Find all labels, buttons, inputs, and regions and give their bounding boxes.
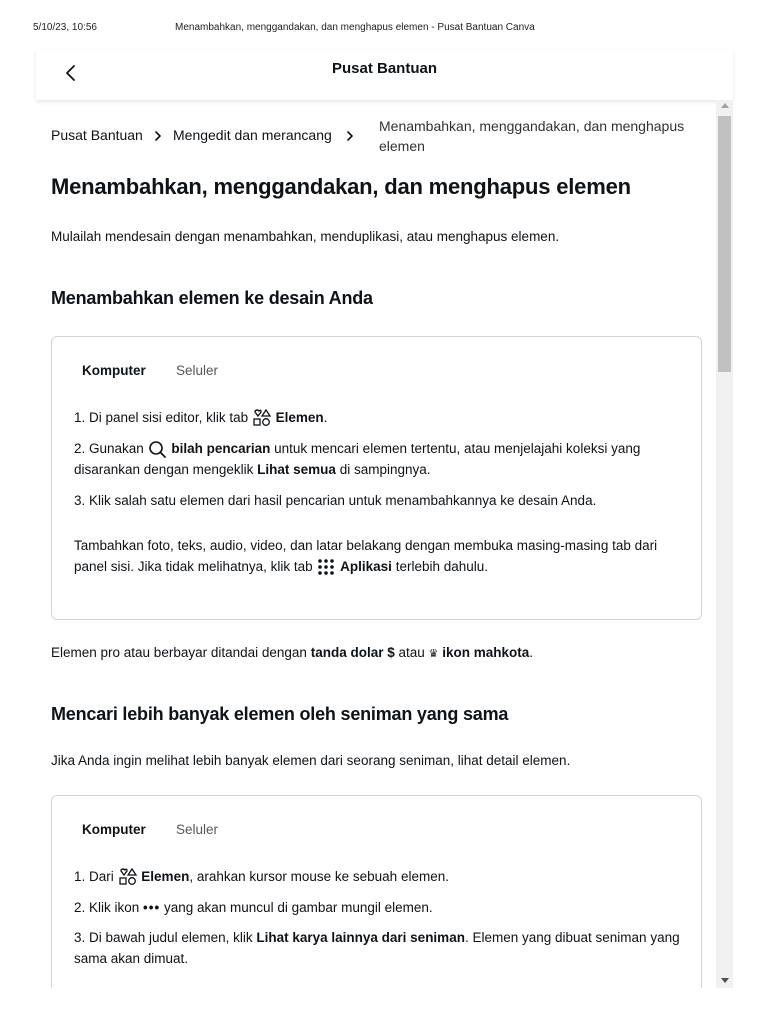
apps-icon <box>316 558 336 576</box>
crown-icon: ♛ <box>428 648 439 660</box>
step-3: 3. Klik salah satu elemen dari hasil pencarian untuk menambahkannya ke desain Anda. <box>74 493 597 508</box>
step-bold: bilah pencarian <box>171 441 271 456</box>
pro-elements-note <box>51 645 533 660</box>
step-text: di sampingnya. <box>339 462 431 477</box>
step-bold: Lihat karya lainnya dari seniman <box>256 930 465 945</box>
para-bold: ikon mahkota <box>442 645 530 660</box>
breadcrumb-current: Menambahkan, menggandakan, dan menghapus elemen <box>379 118 685 154</box>
step-text: 2. Gunakan <box>74 441 144 456</box>
section2-intro: Jika Anda ingin melihat lebih banyak elemen dari seorang seniman, lihat detail elemen. <box>51 753 571 768</box>
search-icon <box>148 440 168 458</box>
step-text: 3. Di bawah judul elemen, klik <box>74 930 253 945</box>
step-text: 1. Dari <box>74 869 114 884</box>
step-bold: Elemen <box>275 410 324 425</box>
elements-icon <box>118 868 138 886</box>
tab-mobile[interactable]: Seluler <box>176 822 219 837</box>
chevron-right-icon <box>343 129 357 143</box>
tab-computer[interactable]: Komputer <box>82 363 146 378</box>
section-heading-same-artist: Mencari lebih banyak elemen oleh seniman yang sama <box>51 704 509 724</box>
article-intro: Mulailah mendesain dengan menambahkan, menduplikasi, atau menghapus elemen. <box>51 229 560 244</box>
step-text: , arahkan kursor mouse ke sebuah elemen. <box>189 869 449 884</box>
print-timestamp: 5/10/23, 10:56 <box>33 22 97 33</box>
scrollbar[interactable] <box>716 100 733 988</box>
step-3 <box>74 927 684 969</box>
step-2 <box>74 897 684 918</box>
note-text: Tambahkan foto, teks, audio, video, dan latar belakang dengan membuka masing-masing tab dari panel sisi. Jika tidak melihatnya, klik tab <box>74 538 658 574</box>
breadcrumb <box>51 116 701 158</box>
article-content[interactable] <box>36 100 716 988</box>
breadcrumb-link-help-center[interactable]: Pusat Bantuan <box>51 127 143 143</box>
step-bold: Elemen <box>141 869 190 884</box>
step-text: . <box>323 410 328 425</box>
page-title: Menambahkan, menggandakan, dan menghapus elemen <box>51 174 631 199</box>
step-1 <box>74 866 684 887</box>
more-dots-icon: ••• <box>143 900 161 915</box>
section-heading-add-elements: Menambahkan elemen ke desain Anda <box>51 288 373 308</box>
step-1 <box>74 407 684 428</box>
instructions-card-artist <box>51 795 702 988</box>
note-bold: Aplikasi <box>340 559 392 574</box>
para-bold: tanda dolar $ <box>310 645 395 660</box>
note-text: terlebih dahulu. <box>395 559 489 574</box>
step-text: yang akan muncul di gambar mungil elemen. <box>164 900 433 915</box>
step-text: 2. Klik ikon <box>74 900 140 915</box>
scroll-down-arrow-icon[interactable] <box>721 978 729 983</box>
para-text: . <box>529 645 533 660</box>
tab-computer[interactable]: Komputer <box>82 822 146 837</box>
step-bold: Lihat semua <box>257 462 336 477</box>
breadcrumb-link-editing[interactable]: Mengedit dan merancang <box>173 127 332 143</box>
step-2 <box>74 438 684 480</box>
elements-icon <box>252 409 272 427</box>
print-page-title: Menambahkan, menggandakan, dan menghapus elemen - Pusat Bantuan Canva <box>175 22 535 33</box>
app-bar <box>36 50 733 100</box>
step-text: untuk mencari elemen tertentu, atau menjelajahi koleksi yang disarankan dengan mengeklik <box>74 441 641 477</box>
chevron-right-icon <box>151 129 165 143</box>
tab-mobile[interactable]: Seluler <box>176 363 219 378</box>
print-header <box>0 0 768 50</box>
scrollbar-thumb[interactable] <box>718 116 731 372</box>
tip-note <box>74 535 684 577</box>
app-bar-title: Pusat Bantuan <box>331 60 437 77</box>
instructions-card-add <box>51 336 702 620</box>
para-text: atau <box>398 645 425 660</box>
para-text: Elemen pro atau berbayar ditandai dengan <box>51 645 307 660</box>
scroll-up-arrow-icon[interactable] <box>721 103 729 108</box>
step-text: 1. Di panel sisi editor, klik tab <box>74 410 249 425</box>
step-text: . Elemen yang dibuat seniman yang sama akan dimuat. <box>74 930 680 966</box>
